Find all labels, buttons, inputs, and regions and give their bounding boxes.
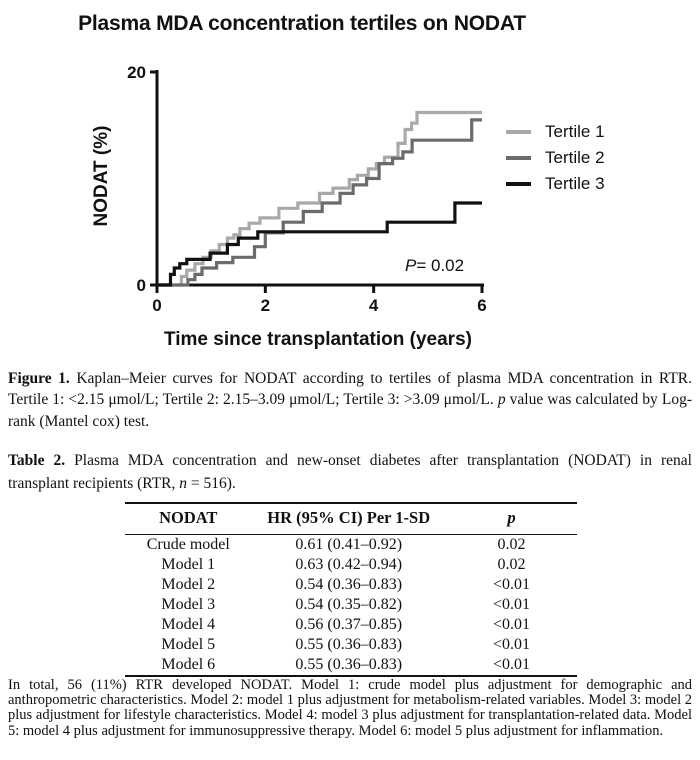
- table-cell: 0.63 (0.42–0.94): [295, 556, 403, 573]
- table-cell: 0.55 (0.36–0.83): [295, 656, 403, 673]
- chart-legend: [506, 119, 605, 197]
- table-row: [125, 635, 577, 655]
- legend-item-tertile-1: [506, 119, 605, 145]
- table-cell: <0.01: [492, 616, 530, 633]
- x-axis-label: Time since transplantation (years): [164, 329, 472, 350]
- table-caption: [8, 449, 692, 495]
- table-cell: 0.54 (0.36–0.83): [295, 576, 403, 593]
- table-row: [125, 555, 577, 575]
- table-caption-italic-n: n: [179, 475, 187, 492]
- figure-caption: [8, 368, 692, 432]
- x-tick-label: 2: [260, 296, 271, 315]
- table-row: [125, 595, 577, 615]
- tertile-2-line-swatch: [506, 156, 531, 160]
- chart-title: Plasma MDA concentration tertiles on NODAT: [78, 12, 526, 35]
- col-header-p: p: [446, 503, 577, 535]
- table-cell: <0.01: [492, 576, 530, 593]
- axes: [157, 70, 484, 285]
- table-cell: <0.01: [492, 636, 530, 653]
- legend-label: Tertile 1: [545, 122, 605, 141]
- table-header: [125, 503, 577, 535]
- table-caption-text: = 516).: [187, 475, 236, 492]
- table-caption-text: Plasma MDA concentration and new-onset diabetes after transplantation (NODAT) in renal transplant recipients (RTR,: [8, 452, 692, 492]
- y-tick-label: 20: [127, 63, 146, 82]
- table-cell: 0.54 (0.35–0.82): [295, 596, 403, 613]
- table-row: [125, 575, 577, 595]
- table-cell: Crude model: [146, 536, 230, 553]
- legend-item-tertile-3: [506, 171, 605, 197]
- table-cell: 0.56 (0.37–0.85): [295, 616, 403, 633]
- p-value-text: = 0.02: [416, 256, 465, 275]
- table-caption-label: Table 2.: [8, 452, 66, 469]
- table-row: [125, 615, 577, 635]
- table-cell: 0.02: [497, 556, 526, 573]
- legend-label: Tertile 3: [545, 174, 605, 193]
- table-cell: Model 1: [161, 556, 216, 573]
- table-cell: Model 3: [161, 596, 216, 613]
- figure-caption-text: Kaplan–Meier curves for NODAT according to tertiles of plasma MDA concentration in RTR. Tertile 1: <2.15 μmol/L; Tertile 2: 2.15–3.09 μmol/L; Tertile 3: >3.09 μmol/L.: [8, 370, 693, 409]
- results-tbody: [125, 535, 577, 677]
- figure-caption-text: value was calculated by Log-rank (Mantel cox) test.: [8, 391, 692, 430]
- figure-caption-italic-p: p: [497, 391, 506, 409]
- table-cell: <0.01: [492, 596, 530, 613]
- table-cell: <0.01: [492, 656, 530, 673]
- col-header-hr: HR (95% CI) Per 1-SD: [252, 503, 446, 535]
- tertile-1-line-swatch: [506, 130, 531, 134]
- legend-item-tertile-2: [506, 145, 605, 171]
- table-cell: 0.55 (0.36–0.83): [295, 636, 403, 653]
- x-tick-label: 4: [368, 296, 379, 315]
- x-tick-label: 6: [477, 296, 487, 315]
- results-table: [125, 502, 577, 677]
- table-footnote: In total, 56 (11%) RTR developed NODAT. Model 1: crude model plus adjustment for demographic and anthropometric characteristics. Model 2: model 1 plus adjustment for metabolism-related variables. Model 3: model 2 plus adjustment for lifestyle characteristics. Model 4: model 3 plus adjustment for transplantation-related data. Model 5: model 4 plus adjustment for immunosuppressive therapy. Model 6: model 5 plus adjustment for inflammation.: [8, 677, 692, 739]
- legend-label: Tertile 2: [545, 148, 605, 167]
- table-row: [125, 535, 577, 556]
- col-header-nodat: NODAT: [125, 503, 252, 535]
- y-tick-label: 0: [136, 276, 146, 295]
- table-row: [125, 655, 577, 676]
- p-symbol: P: [405, 256, 417, 275]
- table-cell: Model 2: [161, 576, 216, 593]
- table-cell: 0.61 (0.41–0.92): [295, 536, 403, 553]
- y-axis-label: NODAT (%): [91, 125, 112, 227]
- table-cell: Model 6: [161, 656, 216, 673]
- table-cell: 0.02: [497, 536, 526, 553]
- x-tick-label: 0: [152, 296, 162, 315]
- table-cell: Model 4: [161, 616, 216, 633]
- tertile-3-line-swatch: [506, 182, 531, 186]
- figure-caption-label: Figure 1.: [8, 370, 70, 387]
- p-value-annotation: [405, 256, 464, 276]
- table-cell: Model 5: [161, 636, 216, 653]
